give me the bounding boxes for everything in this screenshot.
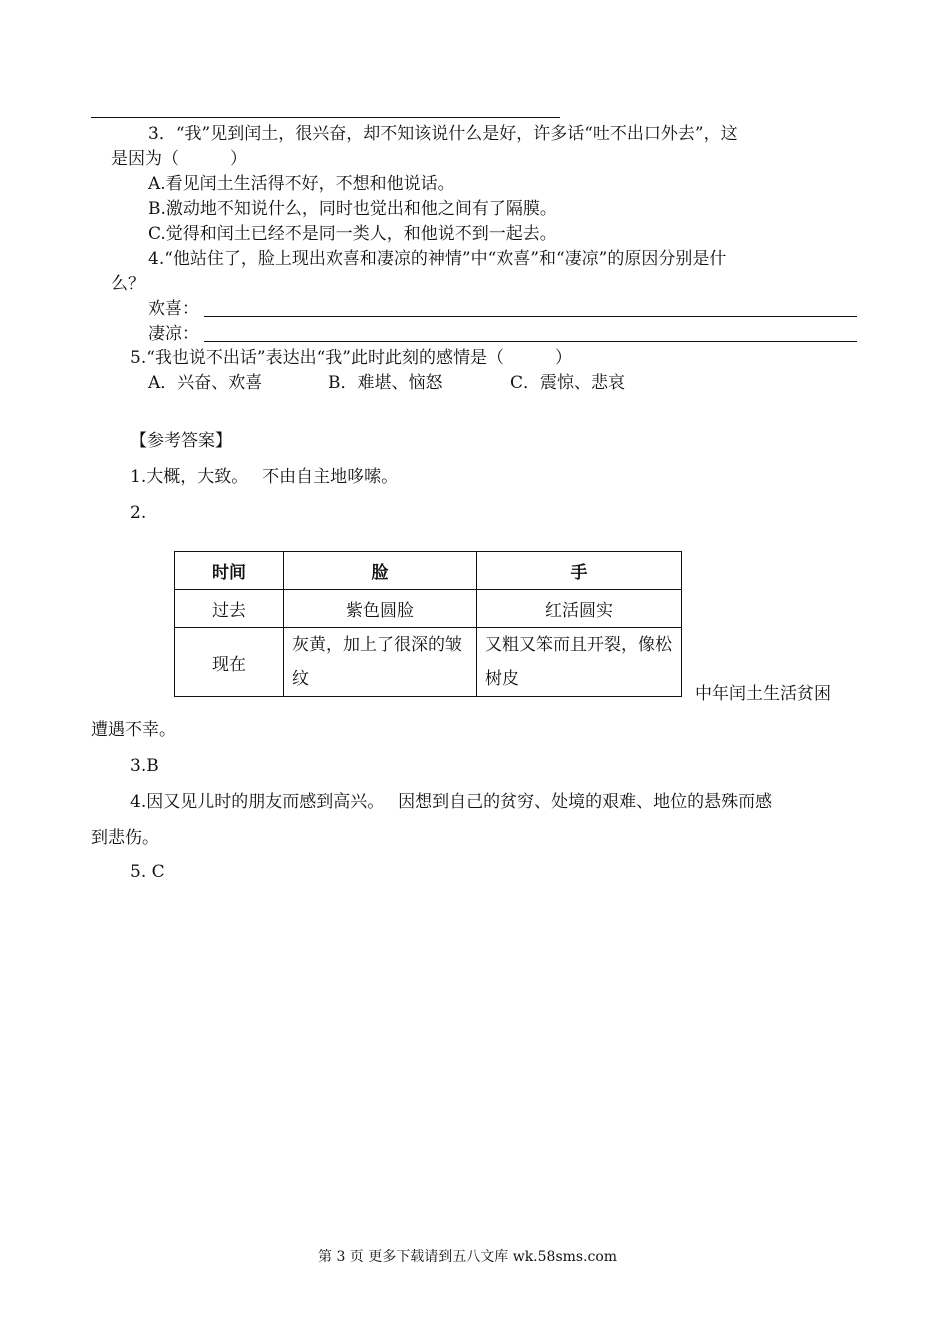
table-header-cell: 时间: [175, 552, 284, 590]
answer-5: 5. C: [130, 862, 165, 882]
table-cell: 紫色圆脸: [284, 590, 477, 628]
table-row: [175, 628, 682, 697]
question-5-option-a: A．兴奋、欢喜: [148, 373, 263, 393]
question-4-joy-label: 欢喜：: [148, 299, 199, 319]
question-3-option-c: C.觉得和闰土已经不是同一类人，和他说不到一起去。: [148, 224, 557, 244]
question-5-option-c: C．震惊、悲哀: [510, 373, 626, 393]
question-3-text-cont: 是因为（ ）: [111, 149, 247, 169]
table-cell: 过去: [175, 590, 284, 628]
answer-4: 4.因又见儿时的朋友而感到高兴。 因想到自己的贫穷、处境的艰难、地位的悬殊而感: [130, 792, 773, 812]
table-header-cell: 脸: [284, 552, 477, 590]
question-4-joy-blank: [204, 316, 857, 317]
question-4-text: 4.“他站住了，脸上现出欢喜和凄凉的神情”中“欢喜”和“凄凉”的原因分别是什: [148, 249, 727, 269]
answer-2-conclusion-cont: 遭遇不幸。: [91, 720, 176, 740]
table-cell: 又粗又笨而且开裂，像松树皮: [477, 628, 682, 697]
answer-2-table: [174, 551, 682, 697]
table-cell: 现在: [175, 628, 284, 697]
answer-heading: 【参考答案】: [130, 431, 232, 451]
answer-3: 3.B: [130, 756, 159, 776]
question-5-option-b: B．难堪、恼怒: [328, 373, 443, 393]
question-5-text: 5.“我也说不出话”表达出“我”此时此刻的感情是（ ）: [130, 348, 572, 368]
table-row: [175, 590, 682, 628]
table-header-cell: 手: [477, 552, 682, 590]
table-cell: 红活圆实: [477, 590, 682, 628]
question-4-sad-label: 凄凉：: [148, 324, 199, 344]
question-4-sad-blank: [204, 341, 857, 342]
question-3-option-b: B.激动地不知说什么，同时也觉出和他之间有了隔膜。: [148, 199, 557, 219]
top-divider: [91, 117, 560, 118]
table-header-row: [175, 552, 682, 590]
answer-2-label: 2.: [130, 503, 147, 523]
question-3-option-a: A.看见闰土生活得不好，不想和他说话。: [148, 174, 455, 194]
table-cell: 灰黄，加上了很深的皱纹: [284, 628, 477, 697]
question-4-text-cont: 么？: [111, 274, 145, 294]
question-3-text: 3．“我”见到闰土，很兴奋，却不知该说什么是好，许多话“吐不出口外去”，这: [148, 124, 738, 144]
page-footer: 第 3 页 更多下载请到五八文库 wk.58sms.com: [318, 1249, 618, 1265]
answer-4-cont: 到悲伤。: [91, 828, 159, 848]
answer-1: 1.大概，大致。 不由自主地哆嗦。: [130, 467, 399, 487]
answer-2-conclusion: 中年闰土生活贫困: [695, 684, 831, 704]
